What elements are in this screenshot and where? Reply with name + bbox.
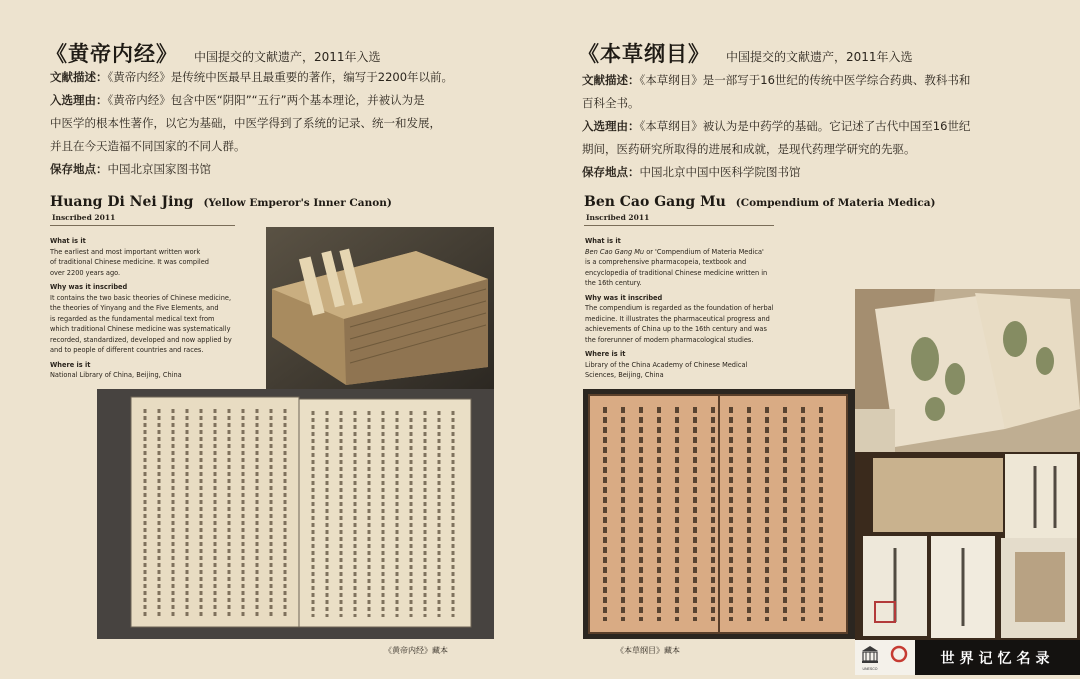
bencao-illustrated-pages-photo [855, 289, 1080, 452]
right-caption: 《本草纲目》藏本 [616, 646, 680, 655]
why-heading: Why was it inscribed [585, 293, 663, 302]
right-title: 《本草纲目》 [578, 42, 710, 66]
cn-line: 入选理由：《黄帝内经》包含中医“阴阳”“五行”两个基本理论，并被认为是 [50, 93, 425, 107]
unesco-logo [855, 640, 915, 675]
where-heading: Where is it [50, 360, 91, 369]
left-english-description: What is it The earliest and most important written work of traditional Chinese medicine. It was compiled over 2200 years ago. Why was it inscribed It contains the two basic theories of Chinese medicine, the theories of Yinyang and the Five Elements, and is regarded as the fundamental medical text from which traditional Chinese medicine was systematically recorded, standardized, developed and now applied by and to people of different countries and races. Where is it National Library of China, Beijing, China [50, 236, 260, 381]
left-chinese-description [50, 66, 453, 181]
left-divider [50, 225, 235, 226]
left-title-row [46, 38, 381, 68]
right-panel-bencao [540, 0, 1080, 675]
right-inscribed: Inscribed 2011 [586, 213, 650, 222]
right-english-description: What is it Ben Cao Gang Mu or 'Compendium of Materia Medica' is a comprehensive pharmacopeia, textbook and encyclopedia of traditional Chinese medicine written in the 16th century. Why was it inscribed The compendium is regarded as the foundation of herbal medicine. It illustrates the pharmaceutical progress and achievements of China up to the 16th century and was the forerunner of modern pharmacological studies. Where is it Library of the China Academy of Chinese Medical Sciences, Beijing, China [585, 236, 810, 381]
cn-line: 入选理由：《本草纲目》被认为是中药学的基础。它记述了古代中国至16世纪 [582, 119, 971, 133]
cn-line: 文献描述：《本草纲目》是一部写于16世纪的传统中医学综合药典、教科书和 [582, 73, 971, 87]
what-heading: What is it [585, 237, 621, 245]
cn-line: 中医学的根本性著作，以它为基础，中医学得到了系统的记录、统一和发展， [50, 116, 441, 130]
huangdi-open-book-photo [97, 389, 494, 639]
cn-line: 期间，医药研究所取得的进展和成就，是现代药理学研究的先驱。 [582, 142, 916, 156]
what-heading: What is it [50, 237, 86, 245]
unesco-text: UNESCO [862, 667, 878, 671]
cn-line: 百科全书。 [582, 96, 640, 110]
right-divider [584, 225, 774, 226]
left-caption: 《黄帝内经》藏本 [384, 646, 448, 655]
right-title-row [578, 38, 913, 68]
why-heading: Why was it inscribed [50, 283, 128, 291]
cn-line: 保存地点：中国北京国家图书馆 [50, 162, 211, 176]
left-subtitle: 中国提交的文献遗产，2011年入选 [194, 50, 381, 64]
huangdi-book-photo [266, 227, 494, 389]
left-inscribed: Inscribed 2011 [52, 213, 116, 222]
where-heading: Where is it [585, 350, 626, 358]
cn-line: 保存地点：中国北京中国中医科学院图书馆 [582, 165, 801, 179]
left-title: 《黄帝内经》 [46, 42, 178, 66]
cn-line: 并且在今天造福不同国家的不同人群。 [50, 139, 246, 153]
bencao-covers-photo [855, 452, 1080, 640]
cn-line: 文献描述：《黄帝内经》是传统中医最早且最重要的著作，编写于2200年以前。 [50, 70, 454, 84]
left-panel-huangdi [0, 0, 540, 675]
right-english-title: Ben Cao Gang Mu (Compendium of Materia Medica) [584, 194, 936, 210]
right-chinese-description [582, 69, 970, 184]
left-english-title: Huang Di Nei Jing (Yellow Emperor's Inner Canon) [50, 194, 392, 210]
series-banner: 世界记忆名录 [915, 640, 1080, 675]
right-subtitle: 中国提交的文献遗产，2011年入选 [726, 50, 913, 64]
bencao-open-book-photo [583, 389, 855, 639]
